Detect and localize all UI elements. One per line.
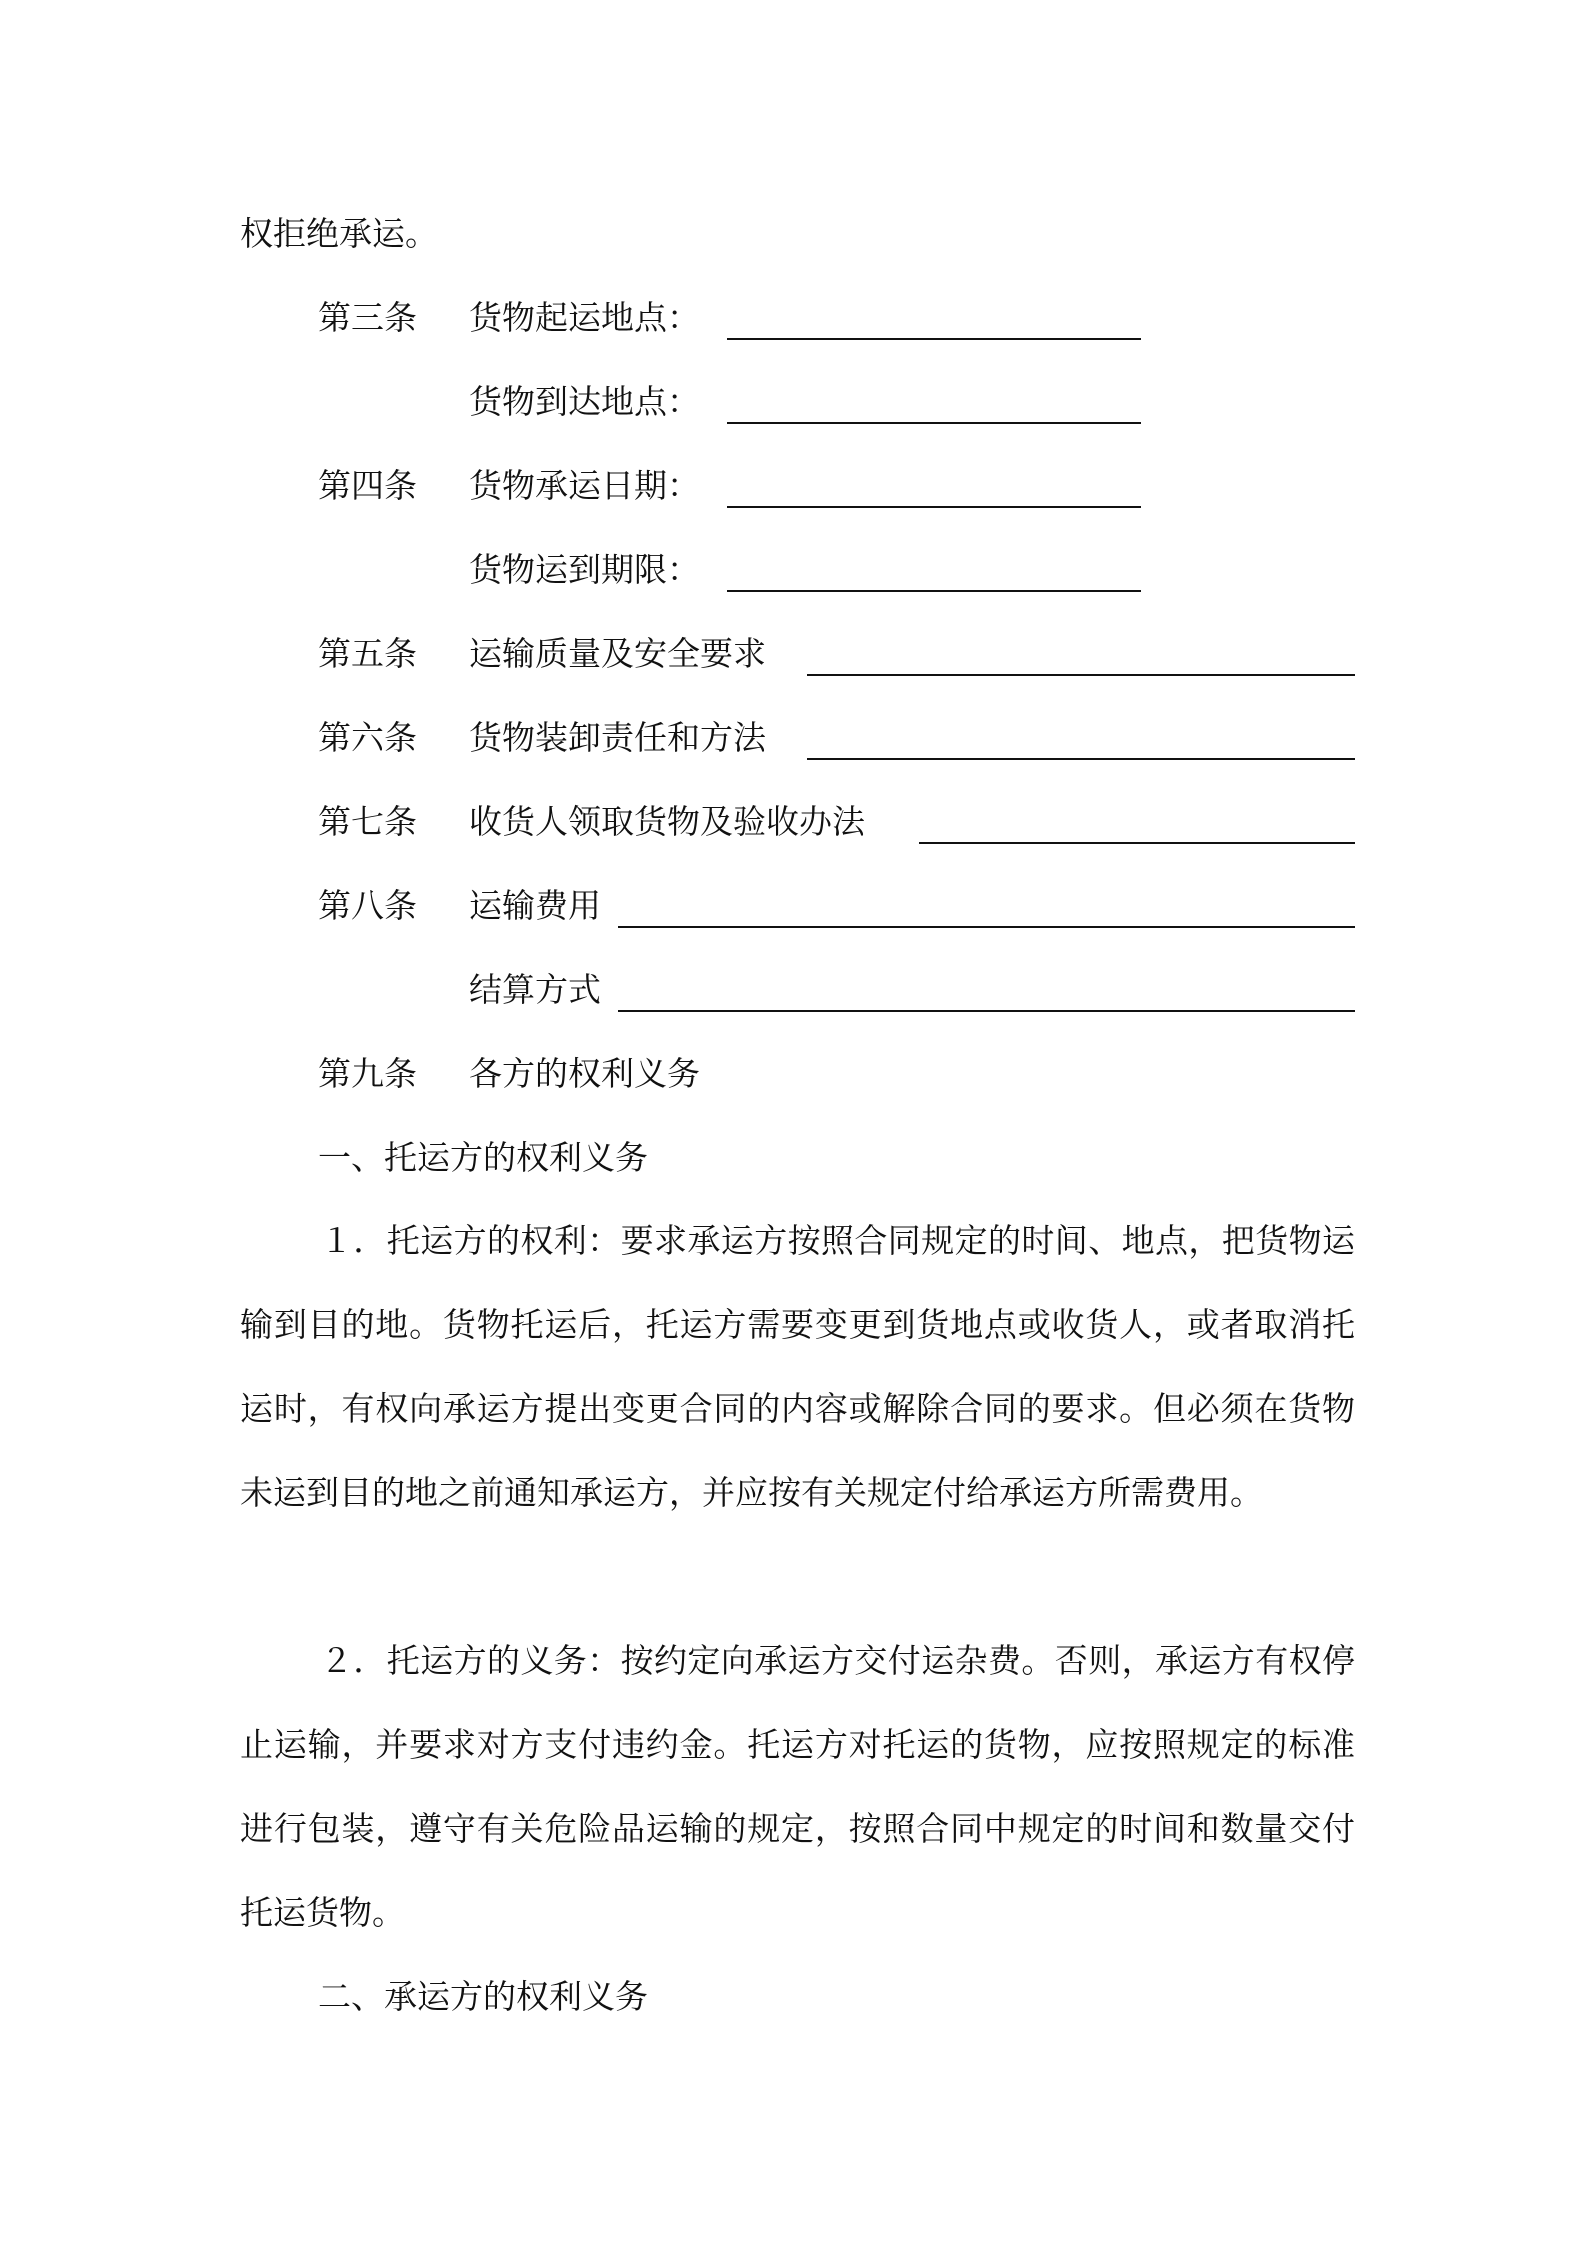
article-9-number: 第九条 — [318, 1054, 417, 1093]
article-6-line — [240, 708, 1355, 768]
article-5-line — [240, 624, 1355, 684]
article-6-number: 第六条 — [318, 718, 417, 757]
article-4-label-1: 货物承运日期： — [469, 466, 700, 505]
paragraph-1: １．托运方的权利：要求承运方按照合同规定的时间、地点，把货物运输到目的地。货物托运后，托运方需要变更到货地点或收货人，或者取消托运时，有权向承运方提出变更合同的内容或解除合同的要求。但必须在货物未运到目的地之前通知承运方，并应按有关规定付给承运方所需费用。 — [240, 1221, 1355, 1512]
article-8-line-1 — [240, 876, 1355, 936]
article-5-label: 运输质量及安全要求 — [469, 634, 766, 673]
article-7-number: 第七条 — [318, 802, 417, 841]
article-8-label-2: 结算方式 — [469, 970, 601, 1009]
destination-blank — [727, 422, 1141, 424]
section-1-heading: 一、托运方的权利义务 — [318, 1138, 648, 1177]
quality-safety-blank — [807, 674, 1355, 676]
article-4-line-2 — [240, 540, 1355, 600]
article-4-line-1 — [240, 456, 1355, 516]
article-3-line-2 — [240, 372, 1355, 432]
article-3-label-1: 货物起运地点： — [469, 298, 700, 337]
article-3-line-1 — [240, 288, 1355, 348]
settlement-method-blank — [618, 1010, 1355, 1012]
continuation-text: 权拒绝承运。 — [240, 214, 438, 253]
delivery-deadline-blank — [727, 590, 1141, 592]
article-8-line-2 — [240, 960, 1355, 1020]
article-3-number: 第三条 — [318, 298, 417, 337]
article-9-label: 各方的权利义务 — [469, 1054, 700, 1093]
article-4-number: 第四条 — [318, 466, 417, 505]
article-5-number: 第五条 — [318, 634, 417, 673]
article-6-label: 货物装卸责任和方法 — [469, 718, 766, 757]
paragraph-2: ２．托运方的义务：按约定向承运方交付运杂费。否则，承运方有权停止运输，并要求对方支付违约金。托运方对托运的货物，应按照规定的标准进行包装，遵守有关危险品运输的规定，按照合同中规定的时间和数量交付托运货物。 — [240, 1641, 1355, 1932]
article-7-label: 收货人领取货物及验收办法 — [469, 802, 865, 841]
origin-blank — [727, 338, 1141, 340]
acceptance-method-blank — [919, 842, 1355, 844]
continuation-line — [240, 204, 1355, 264]
carriage-date-blank — [727, 506, 1141, 508]
article-8-label-1: 运输费用 — [469, 886, 601, 925]
loading-method-blank — [807, 758, 1355, 760]
article-3-label-2: 货物到达地点： — [469, 382, 700, 421]
section-2-heading: 二、承运方的权利义务 — [318, 1977, 648, 2016]
article-8-number: 第八条 — [318, 886, 417, 925]
article-7-line — [240, 792, 1355, 852]
article-4-label-2: 货物运到期限： — [469, 550, 700, 589]
transport-fee-blank — [618, 926, 1355, 928]
article-9-line — [240, 1044, 1355, 1104]
